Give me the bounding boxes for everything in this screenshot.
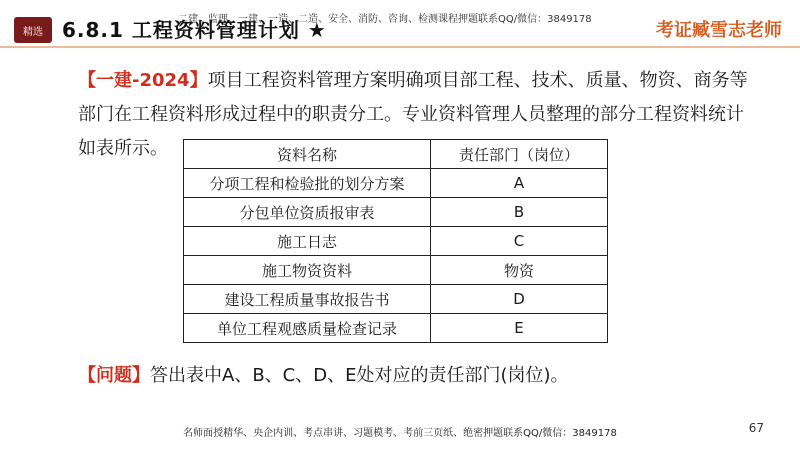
question-text: 答出表中A、B、C、D、E处对应的责任部门(岗位)。 <box>150 365 569 386</box>
header-divider <box>0 46 800 48</box>
table-row <box>184 169 608 198</box>
paragraph-text: 项目工程资料管理方案明确项目部工程、技术、质量、物资、商务等部门在工程资料形成过程中的职责分工。专业资料管理人员整理的部分工程资料统计如表所示。 <box>78 70 748 159</box>
question-tag: 【问题】 <box>78 365 150 386</box>
table-cell: B <box>431 198 608 227</box>
brand-name: 考证臧雪志老师 <box>656 20 782 41</box>
table-cell: 施工日志 <box>184 227 431 256</box>
column-header: 责任部门（岗位） <box>431 140 608 169</box>
section-title: 6.8.1 工程资料管理计划 ★ <box>62 18 327 42</box>
question-line <box>78 361 569 387</box>
table-cell: 施工物资资料 <box>184 256 431 285</box>
table-cell: 物资 <box>431 256 608 285</box>
table-row <box>184 285 608 314</box>
table-cell: C <box>431 227 608 256</box>
header-notice: 二建、监理、一建、一造、二造、安全、消防、咨询、检测课程押题联系QQ/微信：3849178 <box>178 14 592 25</box>
table-cell: 分包单位资质报审表 <box>184 198 431 227</box>
table-cell: 建设工程质量事故报告书 <box>184 285 431 314</box>
exam-tag: 【一建-2024】 <box>78 70 208 91</box>
table-row <box>184 198 608 227</box>
logo: 精选 <box>14 17 52 43</box>
table-row <box>184 314 608 343</box>
table-row <box>184 227 608 256</box>
page-number: 67 <box>748 421 764 435</box>
table-cell: A <box>431 169 608 198</box>
table-header-row <box>184 140 608 169</box>
table-cell: 分项工程和检验批的划分方案 <box>184 169 431 198</box>
table-row <box>184 256 608 285</box>
responsibility-table <box>183 139 608 343</box>
table-cell: 单位工程观感质量检查记录 <box>184 314 431 343</box>
footer-note: 名师面授精华、央企内训、考点串讲、习题模考、考前三页纸、绝密押题联系QQ/微信：3849178 <box>183 428 617 439</box>
table-cell: D <box>431 285 608 314</box>
table-cell: E <box>431 314 608 343</box>
column-header: 资料名称 <box>184 140 431 169</box>
